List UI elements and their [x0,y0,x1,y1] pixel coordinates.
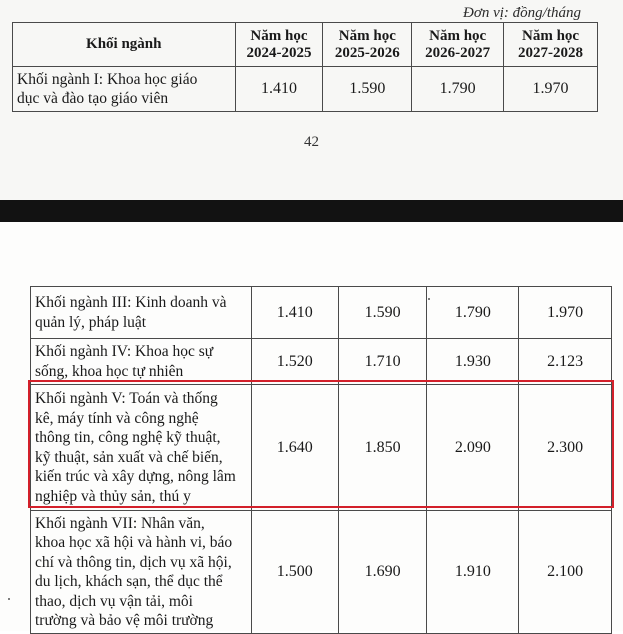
row-value: 2.123 [519,339,612,385]
row-name: Khối ngành I: Khoa học giáo dục và đào tạo giáo viên [13,67,236,112]
row-value: 1.590 [338,287,427,339]
row-value: 1.500 [251,511,338,634]
page-number: 42 [304,134,319,150]
scan-speck [8,598,10,600]
header-year: Năm học 2024-2025 [235,23,323,67]
row-value: 1.640 [251,385,338,511]
row-value: 1.520 [251,339,338,385]
row-value: 1.410 [235,67,323,112]
header-year: Năm học 2025-2026 [323,23,412,67]
row-name: Khối ngành IV: Khoa học sự sống, khoa học tự nhiên [31,339,252,385]
row-value: 1.850 [338,385,427,511]
row-name: Khối ngành VII: Nhân văn, khoa học xã hội và hành vi, báo chí và thông tin, dịch vụ xã hội, du lịch, khách sạn, thể dục thể thao, dịch vụ vận tải, môi trường và bảo vệ môi trường [31,511,252,634]
row-value: 1.590 [323,67,412,112]
row-value: 2.300 [519,385,612,511]
row-value: 2.090 [427,385,519,511]
tuition-table-bottom [30,286,612,634]
page-divider [0,200,623,222]
row-value: 1.970 [504,67,598,112]
row-name: Khối ngành III: Kinh doanh và quản lý, pháp luật [31,287,252,339]
table-header-row [13,23,598,67]
row-value: 1.790 [427,287,519,339]
row-name: Khối ngành V: Toán và thống kê, máy tính và công nghệ thông tin, công nghệ kỹ thuật, kỹ thuật, sản xuất và chế biến, kiến trúc và xây dựng, nông lâm nghiệp và thủy sản, thú y [31,385,252,511]
row-value: 1.790 [412,67,504,112]
table-row [31,287,612,339]
table-row-highlighted [31,385,612,511]
row-value: 1.970 [519,287,612,339]
row-value: 1.930 [427,339,519,385]
row-value: 1.690 [338,511,427,634]
unit-label: Đơn vị: đồng/tháng [463,5,581,21]
row-value: 1.710 [338,339,427,385]
header-group: Khối ngành [13,23,236,67]
row-value: 1.910 [427,511,519,634]
tuition-table-top [12,22,598,112]
table-row [13,67,598,112]
table-row [31,511,612,634]
row-value: 1.410 [251,287,338,339]
header-year: Năm học 2027-2028 [504,23,598,67]
table-row [31,339,612,385]
header-year: Năm học 2026-2027 [412,23,504,67]
scan-speck [428,298,430,300]
row-value: 2.100 [519,511,612,634]
